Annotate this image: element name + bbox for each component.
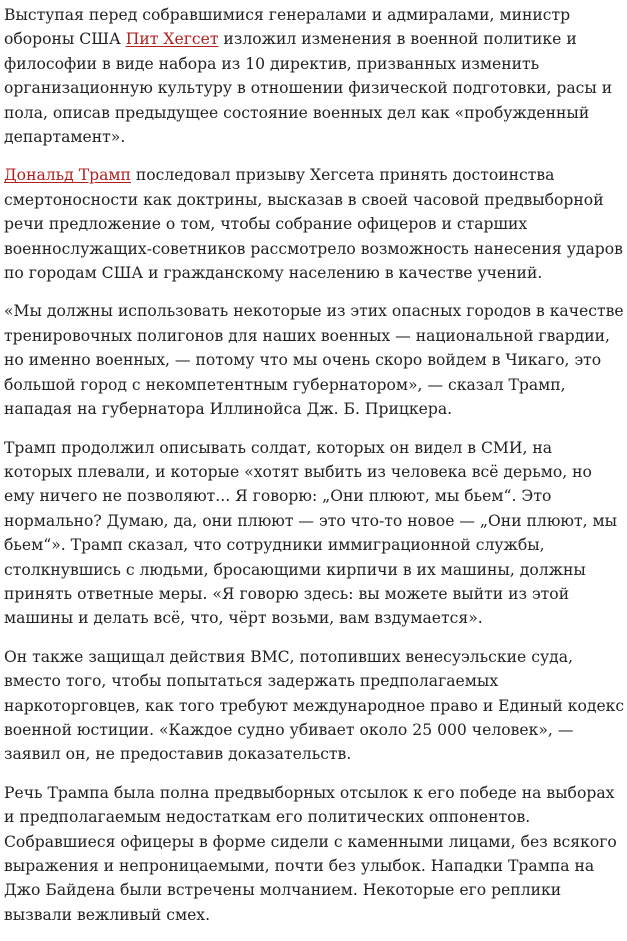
paragraph-1-text-before: Выступая перед собравшимися генералами и адмиралами, министр обороны США xyxy=(4,6,571,49)
paragraph-5: Он также защищал действия ВМС, потопивших венесуэльские суда, вместо того, чтобы попытаться задержать предполагаемых наркоторговцев, как того требуют международное право и Единый кодекс военной юстиции. «Каждое судно убивает около 25 000 человек», — заявил он, не предоставив доказательств. xyxy=(4,647,625,764)
paragraph-1-text-after: изложил изменения в военной политике и философии в виде набора из 10 директив, призванных изменить организационную культуру в отношении физической подготовки, расы и пола, описав предыдущее состояние военных дел как «пробужденный департамент». xyxy=(4,30,613,147)
paragraph-6: Речь Трампа была полна предвыборных отсылок к его победе на выборах и предполагаемым недостаткам его политических оппонентов. Собравшиеся офицеры в форме сидели с каменными лицами, без всякого выражения и непроницаемыми, почти без улыбок. Нападки Трампа на Джо Байдена были встречены молчанием. Некоторые его реплики вызвали вежливый смех. xyxy=(4,783,617,924)
paragraph-1 xyxy=(4,3,625,149)
paragraph-2-text-after: последовал призыву Хегсета принять достоинства смертоносности как доктрины, высказав в своей часовой предвыборной речи предложение о том, чтобы собрание офицеров и старших военнослужащих-советников рассмотрело возможность нанесения ударов по городам США и гражданскому населению в качестве учений. xyxy=(4,166,623,283)
link-pete-hegseth[interactable]: Пит Хегсет xyxy=(125,30,219,49)
article-body xyxy=(4,3,625,941)
link-donald-trump[interactable]: Дональд Трамп xyxy=(4,166,131,185)
paragraph-4: Трамп продолжил описывать солдат, которых он видел в СМИ, на которых плевали, и которые «хотят выбить из человека всё дерьмо, но ему ничего не позволяют... Я говорю: „Они плюют, мы бьем“. Это нормально? Думаю, да, они плюют — это что-то новое — „Они плюют, мы бьем“». Трамп сказал, что сотрудники иммиграционной службы, столкнувшись с людьми, бросающими кирпичи в их машины, должны принять ответные меры. «Я говорю здесь: вы можете выйти из этой машины и делать всё, что, чёрт возьми, вам вздумается». xyxy=(4,438,618,628)
paragraph-2 xyxy=(4,163,625,285)
paragraph-3: «Мы должны использовать некоторые из этих опасных городов в качестве тренировочных полигонов для наших военных — национальной гвардии, но именно военных, — потому что мы очень скоро войдем в Чикаго, это большой город с некомпетентным губернатором», — сказал Трамп, нападая на губернатора Иллинойса Дж. Б. Прицкера. xyxy=(4,302,624,419)
